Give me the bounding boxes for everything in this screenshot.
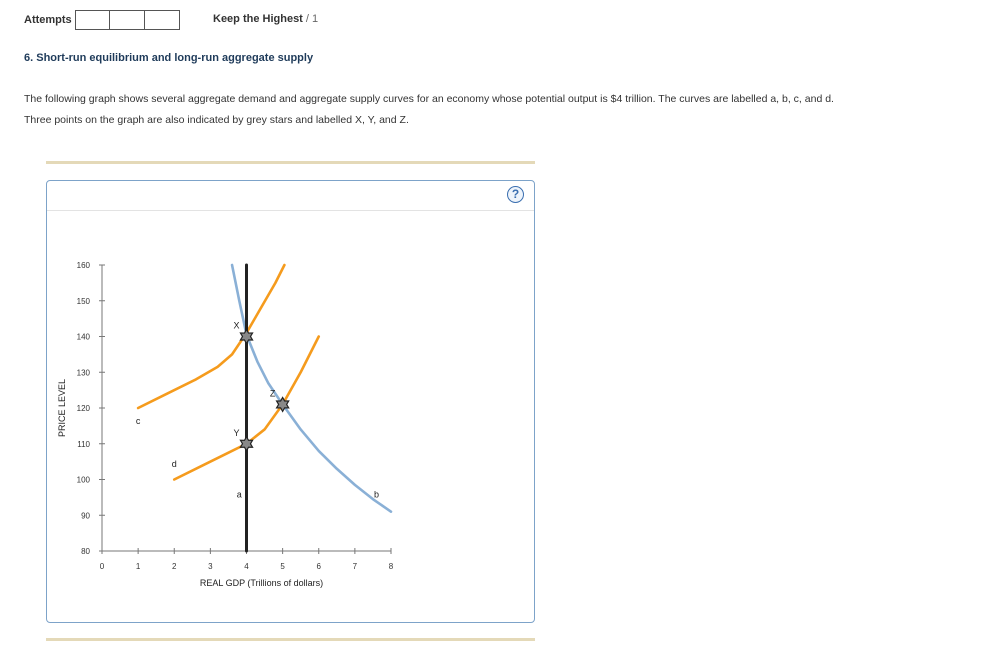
y-tick-label: 140 xyxy=(76,332,90,342)
question-title: 6. Short-run equilibrium and long-run aggregate supply xyxy=(24,52,314,64)
curve-label-c: c xyxy=(135,416,141,427)
chart xyxy=(47,181,534,622)
keep-max: / 1 xyxy=(302,13,319,25)
y-tick-label: 160 xyxy=(76,261,90,270)
y-tick-label: 90 xyxy=(81,511,90,521)
curve-label-b: b xyxy=(374,489,380,500)
attempts-label: Attempts xyxy=(24,14,72,26)
x-axis-label: REAL GDP (Trillions of dollars) xyxy=(199,578,324,588)
attempt-box xyxy=(110,10,145,30)
attempt-box xyxy=(75,10,110,30)
graph-panel xyxy=(46,180,535,623)
curve-label-d: d xyxy=(171,458,177,469)
attempts-bar xyxy=(24,8,180,32)
top-divider xyxy=(46,161,535,164)
y-axis-label: PRICE LEVEL xyxy=(57,378,67,438)
x-tick-label: 3 xyxy=(208,562,213,571)
attempt-box xyxy=(145,10,180,30)
curve-b xyxy=(232,265,391,512)
x-tick-label: 5 xyxy=(280,562,285,571)
x-tick-label: 6 xyxy=(316,562,321,571)
keep-label: Keep the Highest xyxy=(213,13,303,25)
x-tick-label: 8 xyxy=(388,562,394,571)
y-tick-label: 120 xyxy=(76,404,90,413)
point-label-Z: Z xyxy=(269,388,276,399)
x-tick-label: 7 xyxy=(352,562,358,571)
curve-label-a: a xyxy=(236,489,242,500)
y-tick-label: 150 xyxy=(76,296,90,306)
point-label-Y: Y xyxy=(233,427,240,438)
x-tick-label: 1 xyxy=(135,562,141,571)
keep-highest-text xyxy=(213,13,318,25)
question-circle-icon[interactable]: ? xyxy=(507,186,524,203)
x-tick-label: 2 xyxy=(172,562,177,571)
y-tick-label: 130 xyxy=(76,368,90,378)
bottom-divider xyxy=(46,638,535,641)
y-tick-label: 80 xyxy=(81,547,90,556)
curve-c xyxy=(138,265,284,408)
y-tick-label: 100 xyxy=(76,475,90,485)
x-tick-label: 0 xyxy=(99,562,105,571)
point-label-X: X xyxy=(233,320,240,331)
question-text: The following graph shows several aggregate demand and aggregate supply curves for an economy whose potential output is $4 trillion. The curves are labelled a, b, c, and d. Three points on the graph are also indicated by grey stars and labelled X, Y, and Z. xyxy=(24,93,834,126)
y-tick-label: 110 xyxy=(77,439,90,449)
x-tick-label: 4 xyxy=(244,562,249,571)
